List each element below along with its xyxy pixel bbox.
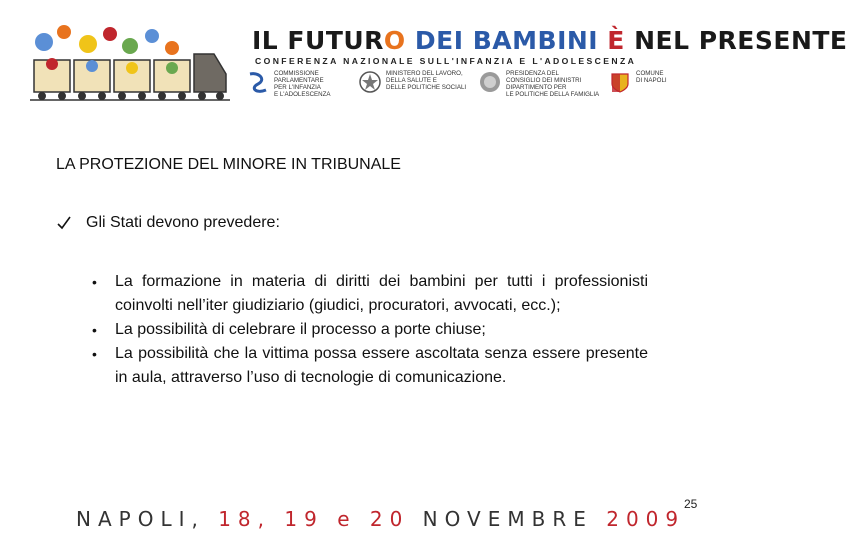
slide-title: LA PROTEZIONE DEL MINORE IN TRIBUNALE <box>56 156 401 173</box>
logo-line: PER L'INFANZIA <box>274 84 321 91</box>
logo-line: CONSIGLIO DEI MINISTRI <box>506 77 582 84</box>
check-item <box>56 214 280 232</box>
bullet-item: • La possibilità che la vittima possa essere ascoltata senza essere presente in aula, attraverso l’uso di tecnologie di comunicazione. <box>92 342 648 390</box>
checkmark-icon <box>56 215 72 231</box>
logo-ministero-lavoro <box>358 70 466 94</box>
presidenza-seal-icon <box>478 70 502 94</box>
footer-date-line <box>76 507 685 531</box>
logo-commissione-parlamentare <box>246 70 331 98</box>
footer-date-d: 20 <box>369 507 410 531</box>
logo-line: PARLAMENTARE <box>274 77 324 84</box>
footer-month: NOVEMBRE <box>422 507 593 531</box>
footer-city: NAPOLI, <box>76 507 205 531</box>
footer-date-a: 18, <box>218 507 272 531</box>
footer-year: 2009 <box>606 507 686 531</box>
logo-comune-napoli <box>608 70 667 94</box>
logo-line: DIPARTIMENTO PER <box>506 84 567 91</box>
train-illustration <box>30 14 230 106</box>
logo-line: DI NAPOLI <box>636 77 667 84</box>
banner-title-part-4: È <box>607 26 625 55</box>
banner-title-part-5: NEL PRESENTE <box>624 26 848 55</box>
footer-date-b: 19 <box>284 507 324 531</box>
footer-date-c: e <box>337 507 357 531</box>
logo-line: COMUNE <box>636 70 664 77</box>
logo-line: DELLA SALUTE E <box>386 77 437 84</box>
bullet-item: • La possibilità di celebrare il processo a porte chiuse; <box>92 318 648 342</box>
logo-line: LE POLITICHE DELLA FAMIGLIA <box>506 91 600 98</box>
logo-line: DELLE POLITICHE SOCIALI <box>386 84 467 91</box>
bullet-list <box>92 270 648 390</box>
commissione-logo-icon <box>246 70 270 94</box>
bullet-item: • La formazione in materia di diritti dei bambini per tutti i professionisti coinvolti nell’iter giudiziario (giudici, procuratori, avvocati, ecc.); <box>92 270 648 318</box>
banner-title <box>252 26 848 60</box>
banner-title-part-3: DEI BAMBINI <box>405 26 608 55</box>
banner-subtitle: CONFERENZA NAZIONALE SULL'INFANZIA E L'ADOLESCENZA <box>255 56 637 66</box>
logo-line: PRESIDENZA DEL <box>506 70 559 77</box>
banner-title-part-2: O <box>383 26 406 55</box>
italian-emblem-icon <box>358 70 382 94</box>
logo-presidenza-consiglio <box>478 70 599 98</box>
header-banner <box>0 0 848 115</box>
banner-title-part-1: IL FUTUR <box>252 26 384 55</box>
napoli-crest-icon <box>608 70 632 94</box>
logo-line: E L'ADOLESCENZA <box>274 91 331 98</box>
logo-line: COMMISSIONE <box>274 70 319 77</box>
logo-line: MINISTERO DEL LAVORO, <box>386 70 463 77</box>
check-item-text: Gli Stati devono prevedere: <box>86 214 280 231</box>
page-number: 25 <box>684 497 698 511</box>
